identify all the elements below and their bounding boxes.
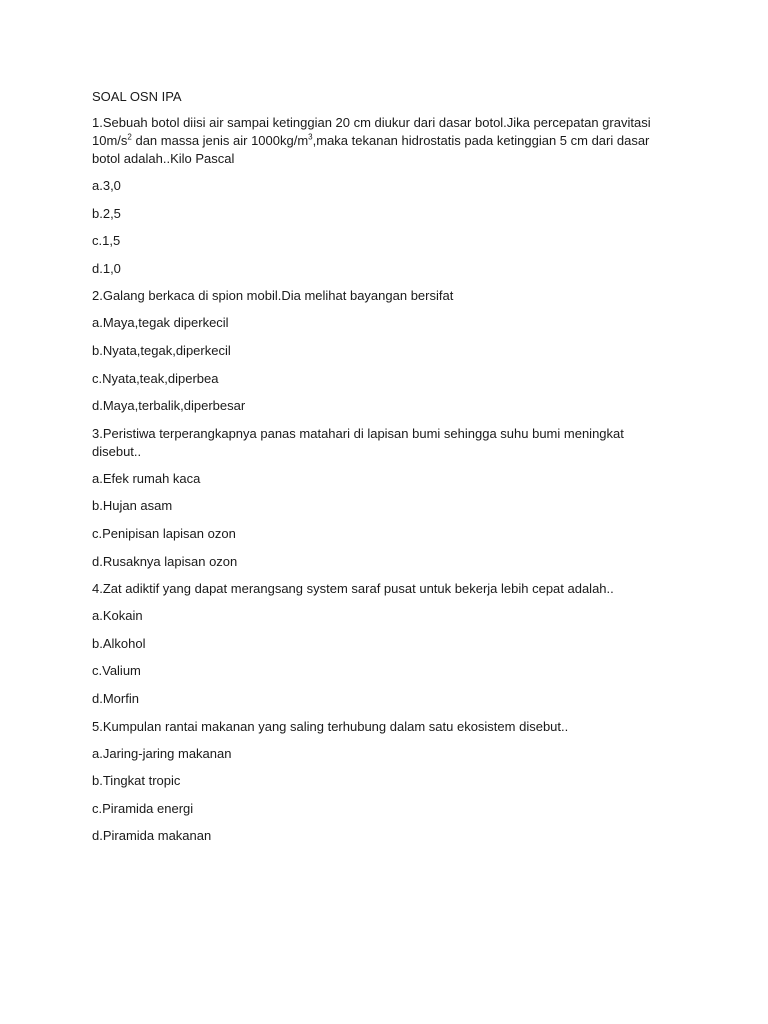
question-4-option-c: c.Valium (92, 663, 141, 679)
question-3-option-d: d.Rusaknya lapisan ozon (92, 553, 238, 569)
document-title: SOAL OSN IPA (92, 89, 182, 104)
superscript-2: 2 (127, 132, 132, 142)
question-1-text-part-1: 1.Sebuah botol diisi air sampai ketinggian 20 cm diukur dari dasar botol.Jika percepatan gravitasi 10m/s (92, 115, 651, 148)
question-5-option-d: d.Piramida makanan (92, 828, 212, 844)
question-3-option-c: c.Penipisan lapisan ozon (92, 525, 236, 541)
question-1-option-c: c.1,5 (92, 233, 121, 249)
question-1-option-a: a.3,0 (92, 178, 121, 193)
document-content (92, 88, 672, 855)
question-3-option-b: b.Hujan asam (92, 498, 173, 514)
question-4-option-a: a.Kokain (92, 608, 143, 624)
question-2-text: 2.Galang berkaca di spion mobil.Dia melihat bayangan bersifat (92, 288, 454, 304)
question-5-option-b: b.Tingkat tropic (92, 773, 181, 789)
question-1-text-part-2: dan massa jenis air 1000kg/m (131, 133, 309, 148)
question-3-text: 3.Peristiwa terperangkapnya panas matahari di lapisan bumi sehingga suhu bumi meningkat disebut.. (92, 425, 624, 459)
question-2-option-d: d.Maya,terbalik,diperbesar (92, 398, 246, 414)
question-4-option-b: b.Alkohol (92, 635, 146, 651)
question-1-text (92, 114, 672, 168)
question-2-option-c: c.Nyata,teak,diperbea (92, 370, 219, 386)
question-1-text-part-3: ,maka tekanan hidrostatis pada ketinggian 5 cm dari dasar botol adalah..Kilo Pascal (92, 133, 650, 166)
question-1-option-d: d.1,0 (92, 260, 121, 276)
question-4-option-d: d.Morfin (92, 690, 139, 706)
question-2-option-a: a.Maya,tegak diperkecil (92, 315, 229, 331)
question-5-text: 5.Kumpulan rantai makanan yang saling terhubung dalam satu ekosistem disebut.. (92, 718, 569, 734)
question-5-option-a: a.Jaring-jaring makanan (92, 745, 232, 761)
question-4-text: 4.Zat adiktif yang dapat merangsang system saraf pusat untuk bekerja lebih cepat adalah.. (92, 581, 614, 597)
superscript-3: 3 (308, 132, 313, 142)
question-5-option-c: c.Piramida energi (92, 800, 194, 816)
question-1-option-b: b.2,5 (92, 205, 121, 221)
question-3-option-a: a.Efek rumah kaca (92, 470, 201, 486)
question-2-option-b: b.Nyata,tegak,diperkecil (92, 342, 231, 358)
